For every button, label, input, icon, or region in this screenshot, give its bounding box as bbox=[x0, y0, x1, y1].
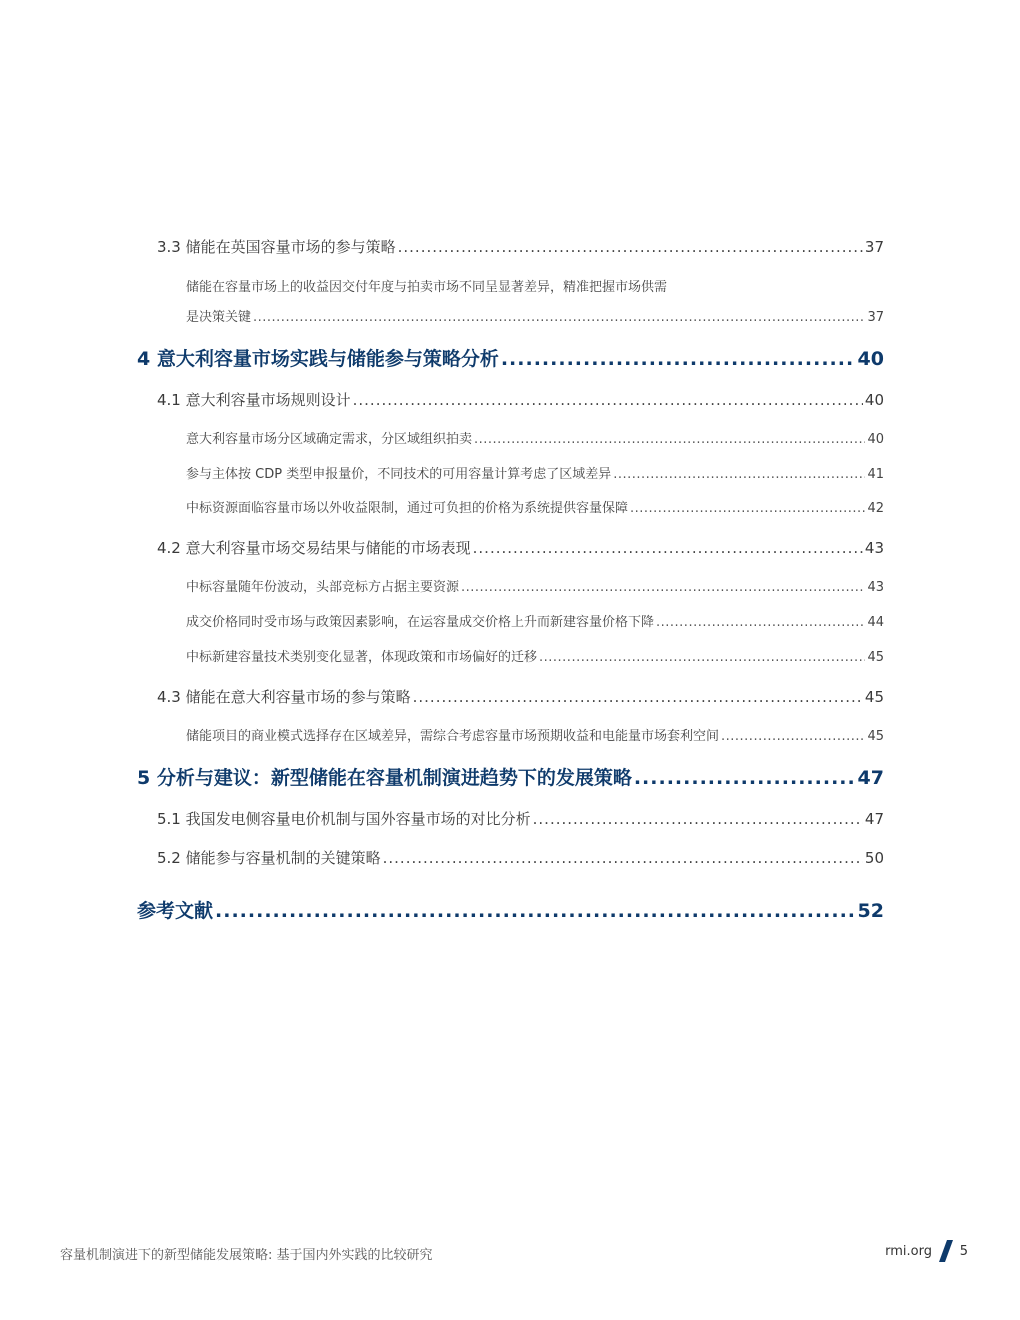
toc-entry-title: 4 意大利容量市场实践与储能参与策略分析 bbox=[137, 348, 499, 370]
toc-entry-title: 意大利容量市场分区域确定需求，分区域组织拍卖 bbox=[186, 432, 473, 447]
toc-entry[interactable] bbox=[186, 725, 884, 744]
toc-entry[interactable] bbox=[186, 306, 884, 325]
toc-entry-title: 4.2 意大利容量市场交易结果与储能的市场表现 bbox=[157, 539, 471, 557]
toc-entry-page: 42 bbox=[867, 501, 884, 516]
footer-site-link[interactable]: rmi.org bbox=[885, 1244, 932, 1259]
toc-entry[interactable] bbox=[157, 808, 884, 829]
toc-entry-page: 40 bbox=[864, 391, 884, 409]
leader-dots bbox=[413, 688, 863, 706]
toc-chapter-entry[interactable] bbox=[137, 896, 884, 923]
leader-dots bbox=[383, 849, 863, 867]
toc-entry-title: 3.3 储能在英国容量市场的参与策略 bbox=[157, 238, 396, 256]
leader-dots bbox=[474, 432, 865, 447]
toc-chapter-entry[interactable] bbox=[137, 344, 884, 371]
toc-entry-page: 37 bbox=[864, 238, 884, 256]
toc-entry-title: 储能项目的商业模式选择存在区域差异，需综合考虑容量市场预期收益和电能量市场套利空间 bbox=[186, 729, 720, 744]
leader-dots bbox=[721, 729, 865, 744]
leader-dots bbox=[501, 348, 856, 370]
toc-entry-title: 4.1 意大利容量市场规则设计 bbox=[157, 391, 351, 409]
leader-dots bbox=[656, 615, 865, 630]
leader-dots bbox=[353, 391, 863, 409]
toc-chapter-entry[interactable] bbox=[137, 763, 884, 790]
leader-dots bbox=[613, 467, 865, 482]
toc-entry-page: 50 bbox=[864, 849, 884, 867]
toc-entry-title: 参与主体按 CDP 类型申报量价，不同技术的可用容量计算考虑了区域差异 bbox=[186, 467, 612, 482]
leader-dots bbox=[215, 900, 856, 922]
toc-entry[interactable] bbox=[186, 646, 884, 665]
leader-dots bbox=[253, 310, 865, 325]
leader-dots bbox=[473, 539, 863, 557]
toc-entry[interactable] bbox=[157, 847, 884, 868]
toc-entry-title: 5 分析与建议：新型储能在容量机制演进趋势下的发展策略 bbox=[137, 767, 632, 789]
leader-dots bbox=[630, 501, 865, 516]
toc-entry[interactable] bbox=[186, 463, 884, 482]
footer-report-title: 容量机制演进下的新型储能发展策略: 基于国内外实践的比较研究 bbox=[60, 1248, 433, 1263]
toc-entry-page: 43 bbox=[864, 539, 884, 557]
toc-entry-page: 45 bbox=[867, 650, 884, 665]
toc-entry[interactable] bbox=[157, 389, 884, 410]
leader-dots bbox=[461, 580, 865, 595]
toc-entry-title: 4.3 储能在意大利容量市场的参与策略 bbox=[157, 688, 411, 706]
toc-entry-page: 41 bbox=[867, 467, 884, 482]
toc-entry-title: 中标资源面临容量市场以外收益限制，通过可负担的价格为系统提供容量保障 bbox=[186, 501, 629, 516]
leader-dots bbox=[634, 767, 856, 789]
toc-entry-page: 52 bbox=[857, 900, 884, 922]
toc-entry-page: 45 bbox=[867, 729, 884, 744]
page-footer bbox=[0, 1238, 1020, 1268]
leader-dots bbox=[533, 810, 863, 828]
slash-divider-icon bbox=[938, 1240, 954, 1262]
toc-entry[interactable] bbox=[186, 576, 884, 595]
toc-entry-page: 37 bbox=[867, 310, 884, 325]
toc-entry-page: 44 bbox=[867, 615, 884, 630]
toc-entry-title: 中标容量随年份波动，头部竞标方占据主要资源 bbox=[186, 580, 460, 595]
toc-entry-title: 参考文献 bbox=[137, 900, 214, 922]
toc-entry-page: 45 bbox=[864, 688, 884, 706]
toc-entry-page: 40 bbox=[867, 432, 884, 447]
toc-entry-page: 47 bbox=[857, 767, 884, 789]
leader-dots bbox=[398, 238, 863, 256]
toc-entry[interactable] bbox=[157, 236, 884, 257]
toc-entry-title: 5.2 储能参与容量机制的关键策略 bbox=[157, 849, 381, 867]
toc-entry[interactable] bbox=[157, 537, 884, 558]
leader-dots bbox=[539, 650, 865, 665]
toc-entry-title: 中标新建容量技术类别变化显著，体现政策和市场偏好的迁移 bbox=[186, 650, 538, 665]
toc-entry-title: 成交价格同时受市场与政策因素影响，在运容量成交价格上升而新建容量价格下降 bbox=[186, 615, 655, 630]
toc-entry-page: 47 bbox=[864, 810, 884, 828]
toc-entry[interactable] bbox=[186, 428, 884, 447]
toc-entry[interactable] bbox=[157, 686, 884, 707]
toc-entry-title: 是决策关键 bbox=[186, 310, 252, 325]
toc-entry[interactable] bbox=[186, 497, 884, 516]
page-number: 5 bbox=[959, 1244, 968, 1259]
toc-entry-title-line1: 储能在容量市场上的收益因交付年度与拍卖市场不同呈显著差异，精准把握市场供需 bbox=[186, 280, 668, 295]
toc-entry-page: 40 bbox=[857, 348, 884, 370]
toc-entry-title: 5.1 我国发电侧容量电价机制与国外容量市场的对比分析 bbox=[157, 810, 531, 828]
toc-entry[interactable] bbox=[186, 611, 884, 630]
toc-entry-page: 43 bbox=[867, 580, 884, 595]
